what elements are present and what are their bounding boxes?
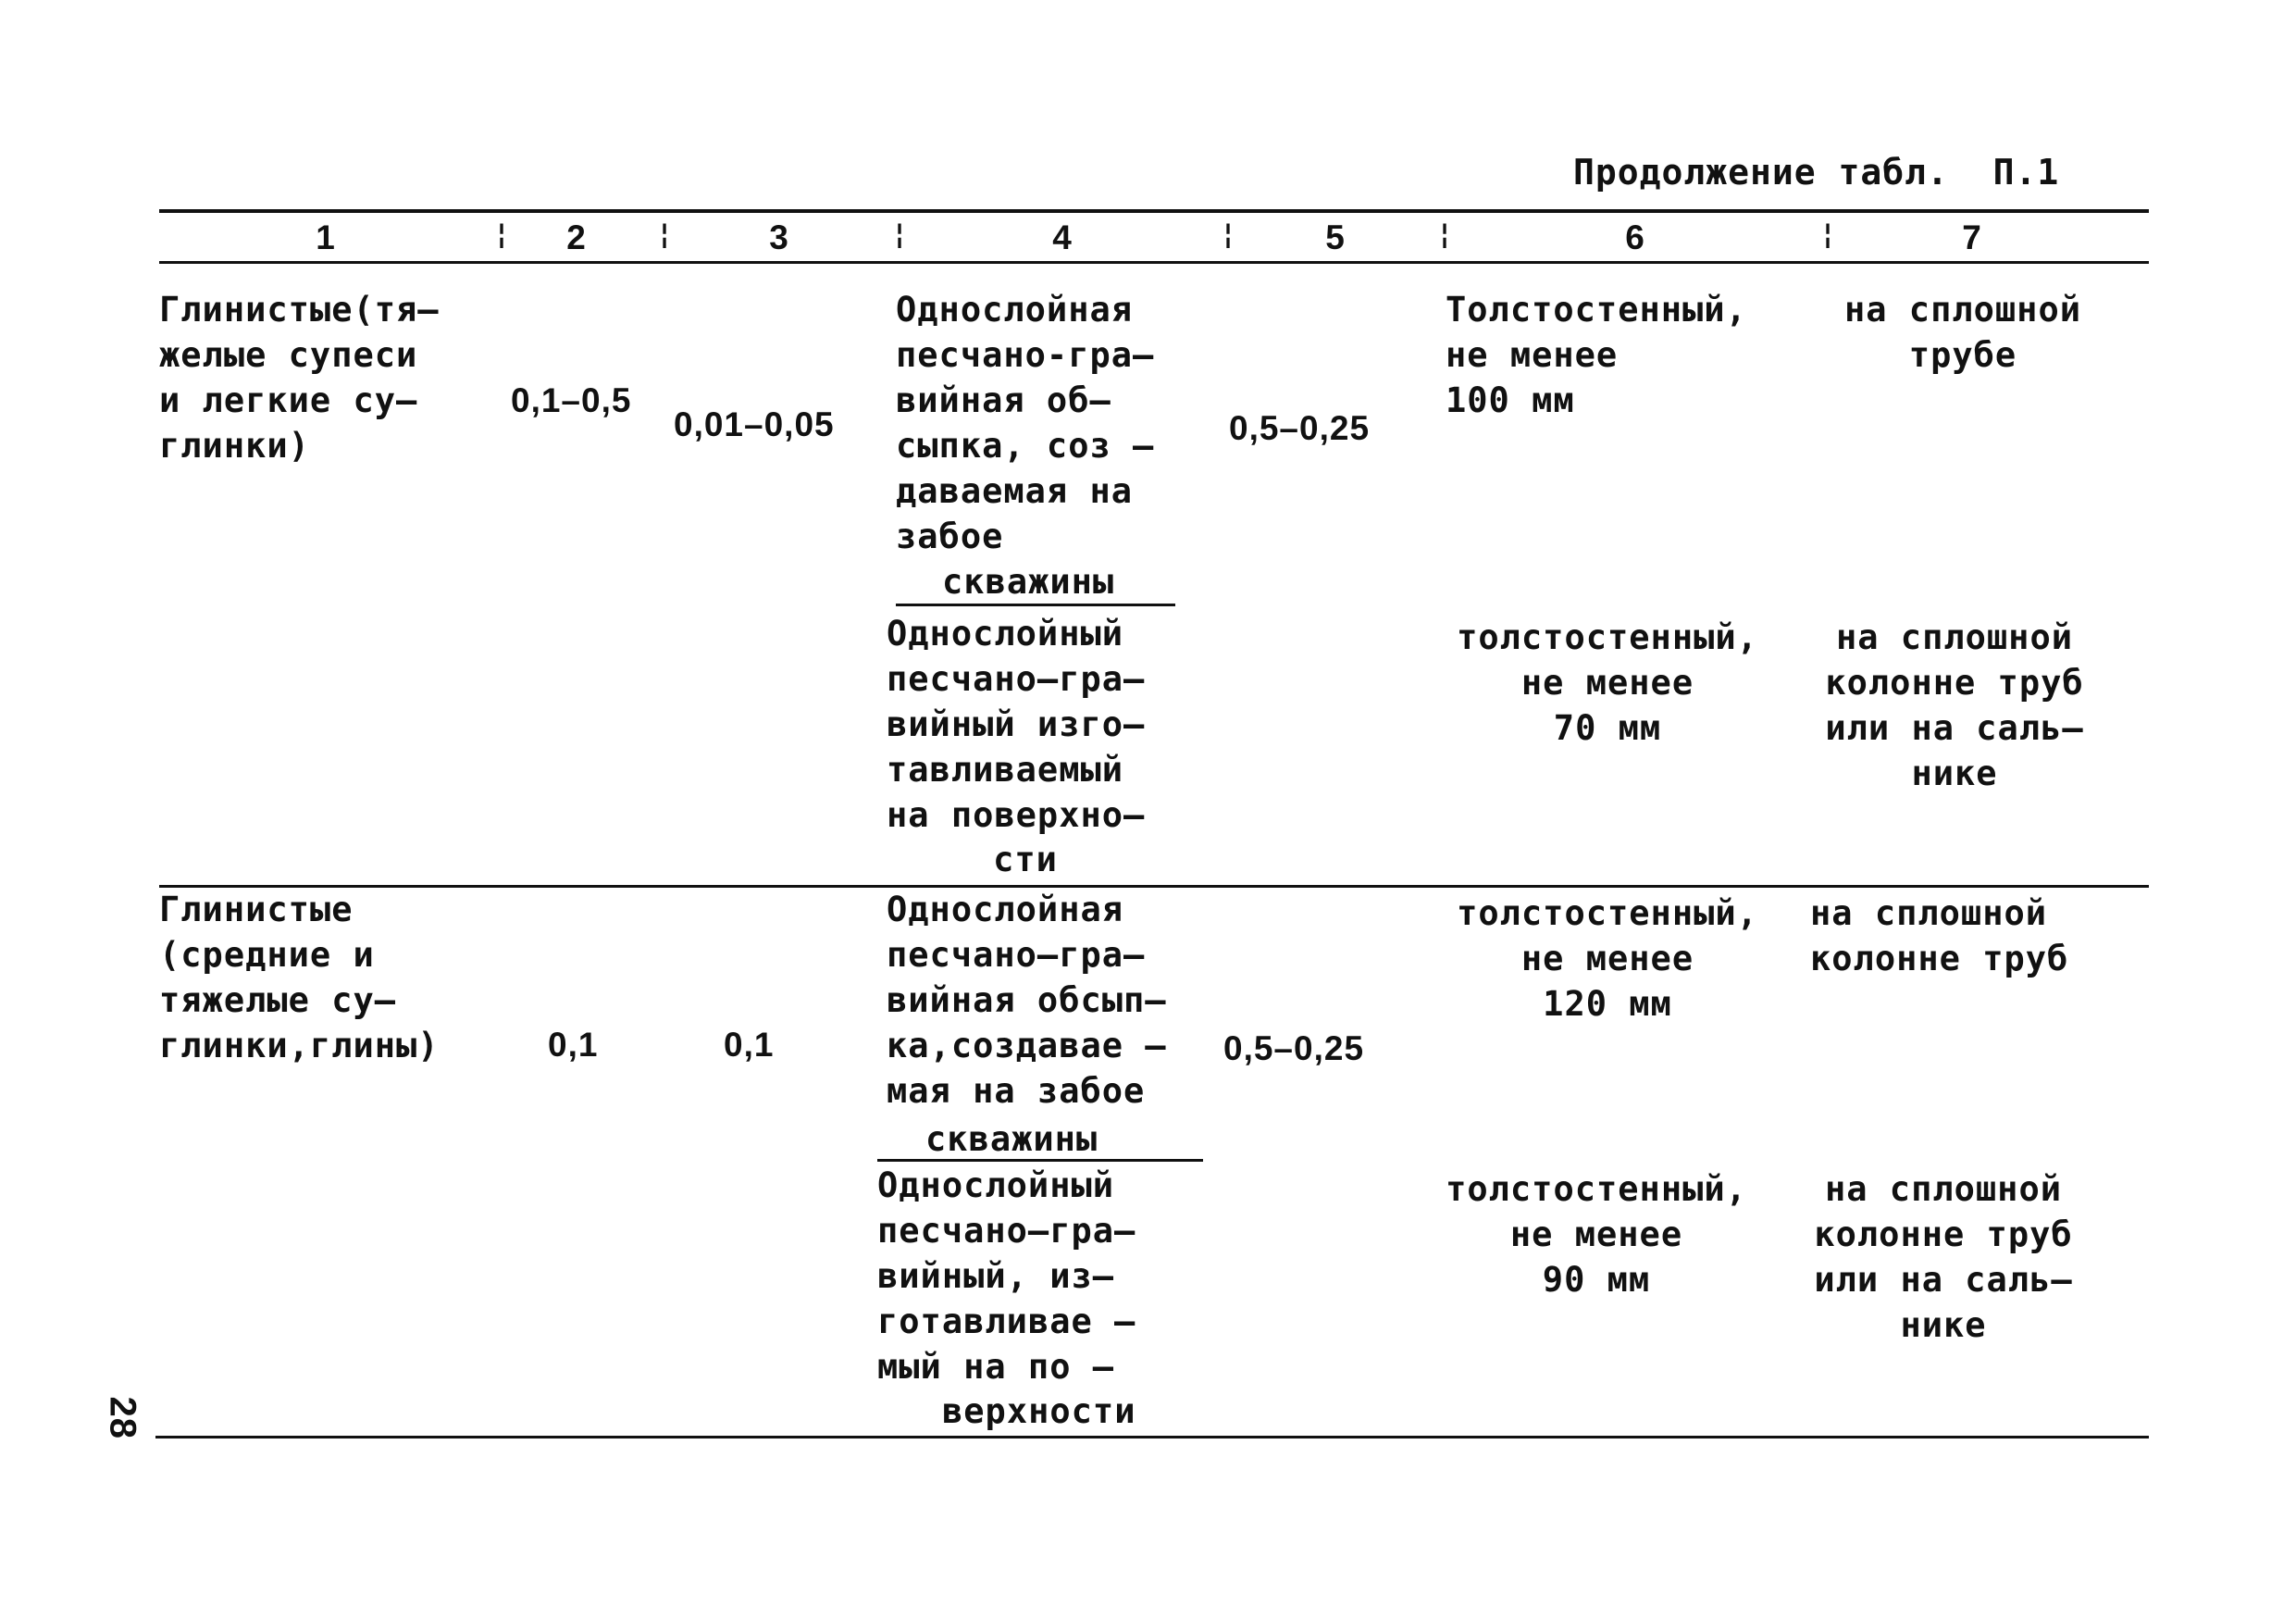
row2b-pipe-wall: толстостенный, не менее 90 мм xyxy=(1446,1169,1747,1300)
row2b-filter-type: Однослойный песчано–гра– вийный, из– готавливае – мый на по – xyxy=(877,1165,1136,1387)
row1a-underline xyxy=(896,604,1175,606)
row1a-filter-type-underlined: скважины xyxy=(942,562,1115,602)
table-bottom-rule xyxy=(155,1436,2149,1438)
column-header-6: 6 xyxy=(1625,218,1645,256)
table-continuation-caption: Продолжение табл. П.1 xyxy=(1573,152,2060,193)
row2b-filter-type-end: верхности xyxy=(942,1391,1136,1431)
row1b-filter-type-end: сти xyxy=(993,840,1058,879)
column-divider: ¦ xyxy=(1436,218,1454,251)
row2a-pipe-wall: толстостенный, не менее 120 мм xyxy=(1457,893,1758,1024)
row1a-filter-type: Однослойная песчано-гра– вийная об– сыпка, соз – даваемая на забое xyxy=(896,290,1155,556)
row2a-filter-type: Однослойная песчано–гра– вийная обсып– ка,создавае – мая на забое xyxy=(887,890,1167,1111)
row2a-underline xyxy=(877,1159,1203,1162)
column-divider: ¦ xyxy=(1220,218,1237,251)
column-divider: ¦ xyxy=(1819,218,1837,251)
row1b-pipe-wall: толстостенный, не менее 70 мм xyxy=(1457,617,1758,748)
row1a-pipe-wall: Толстостенный, не менее 100 мм xyxy=(1446,290,1747,420)
column-divider: ¦ xyxy=(493,218,511,251)
row1-col5-value: 0,5–0,25 xyxy=(1229,409,1371,447)
column-header-1: 1 xyxy=(316,218,336,256)
column-header-3: 3 xyxy=(769,218,789,256)
row2a-filter-type-underlined: скважины xyxy=(925,1119,1098,1159)
row1-soil-type: Глинистые(тя– желые супеси и легкие су– глинки) xyxy=(159,290,440,466)
row2b-mounting: на сплошной колонне труб или на саль– нике xyxy=(1814,1169,2073,1345)
row1a-mounting: на сплошной трубе xyxy=(1843,290,2082,375)
table-top-rule xyxy=(159,209,2149,213)
row1-col2-value: 0,1–0,5 xyxy=(511,381,632,419)
row2-col5-value: 0,5–0,25 xyxy=(1223,1029,1365,1067)
row2-col3-value: 0,1 xyxy=(724,1026,775,1064)
row1b-mounting: на сплошной колонне труб или на саль– нике xyxy=(1825,617,2084,793)
column-header-2: 2 xyxy=(566,218,587,256)
column-header-7: 7 xyxy=(1962,218,1982,256)
column-header-5: 5 xyxy=(1325,218,1346,256)
page-number: 28 xyxy=(102,1396,143,1439)
column-header-4: 4 xyxy=(1052,218,1073,256)
row2a-mounting: на сплошной колонне труб xyxy=(1810,893,2069,978)
row2-soil-type: Глинистые (средние и тяжелые су– глинки,глины) xyxy=(159,890,440,1065)
column-divider: ¦ xyxy=(656,218,674,251)
row1b-filter-type: Однослойный песчано–гра– вийный изго– тавливаемый на поверхно– xyxy=(887,614,1146,835)
header-bottom-rule xyxy=(159,261,2149,264)
row1-col3-value: 0,01–0,05 xyxy=(674,405,835,443)
row2-col2-value: 0,1 xyxy=(548,1026,599,1064)
column-divider: ¦ xyxy=(891,218,909,251)
